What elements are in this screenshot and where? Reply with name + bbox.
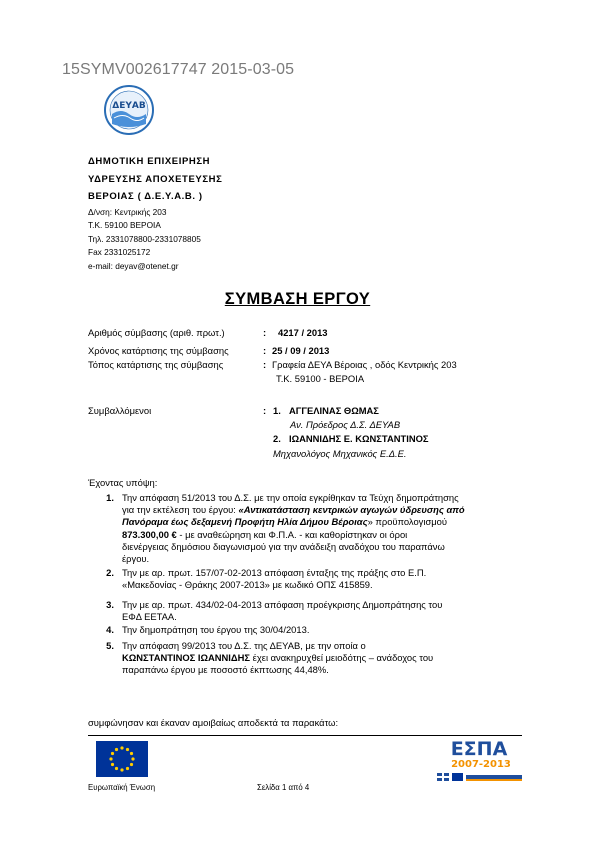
- logo-text: ΔΕΥΑΒ: [112, 101, 146, 111]
- contract-number-value: 4217 / 2013: [278, 327, 328, 338]
- list-item-line: [122, 529, 516, 541]
- contractor-name: ΚΩΝΣΤΑΝΤΙΝΟΣ ΙΩΑΝΝΙΔΗΣ: [122, 652, 251, 664]
- document-id: 15SYMV002617747 2015-03-05: [62, 61, 295, 78]
- org-line-1: ΔΗΜΟΤΙΚΗ ΕΠΙΧΕΙΡΗΣΗ: [88, 156, 211, 167]
- list-item-line: ΕΦΔ ΕΕΤΑΑ.: [122, 611, 177, 623]
- org-postal: Τ.Κ. 59100 ΒΕΡΟΙΑ: [88, 220, 161, 230]
- list-number: 4.: [106, 624, 114, 635]
- colon: :: [263, 359, 267, 370]
- org-fax: Fax 2331025172: [88, 247, 151, 257]
- party-2-role: Μηχανολόγος Μηχανικός Ε.Δ.Ε.: [273, 448, 407, 459]
- budget-amount: 873.300,00 €: [122, 528, 177, 540]
- org-email: e-mail: deyav@otenet.gr: [88, 261, 179, 271]
- text-run: - με αναθεώρηση και Φ.Π.Α. - και καθορίστηκαν οι όροι: [176, 528, 408, 540]
- list-item: [122, 624, 516, 636]
- list-item-line: έργου.: [122, 553, 150, 565]
- text-run: για την εκτέλεση του έργου:: [122, 504, 239, 516]
- list-number: 3.: [106, 599, 114, 610]
- agreement-text: συμφώνησαν και έκαναν αμοιβαίως αποδεκτά τα παρακάτω:: [88, 717, 339, 728]
- colon: :: [263, 345, 267, 356]
- project-title-part-1: «Αντικατάσταση κεντρικών αγωγών ύδρευσης από: [238, 504, 465, 516]
- eu-label: Ευρωπαϊκή Ένωση: [88, 783, 156, 792]
- contract-date-label: Χρόνος κατάρτισης της σύμβασης: [88, 345, 229, 356]
- list-item-line: Την απόφαση 99/2013 του Δ.Σ. της ΔΕΥΑΒ, με την οποία ο: [122, 640, 366, 651]
- list-item-line: [122, 652, 516, 664]
- contract-place-label: Τόπος κατάρτισης της σύμβασης: [88, 359, 224, 370]
- list-item: [122, 567, 516, 591]
- page-number: Σελίδα 1 από 4: [257, 783, 310, 792]
- list-item-line: παραπάνω έργου με ποσοστό έκπτωσης 44,48%.: [122, 664, 329, 676]
- party-1-name: ΑΓΓΕΛΙΝΑΣ ΘΩΜΑΣ: [289, 405, 379, 416]
- list-number: 2.: [106, 567, 114, 578]
- contract-date-value: 25 / 09 / 2013: [272, 345, 330, 356]
- org-address: Δ/νση: Κεντρικής 203: [88, 207, 167, 217]
- org-line-2: ΥΔΡΕΥΣΗΣ ΑΠΟΧΕΤΕΥΣΗΣ: [88, 174, 223, 185]
- deyav-logo-icon: [103, 84, 155, 136]
- espa-logo-icon: [433, 736, 525, 784]
- colon: :: [263, 327, 267, 338]
- list-item-line: [122, 516, 516, 528]
- list-item-line: Την απόφαση 51/2013 του Δ.Σ. με την οποία εγκρίθηκαν τα Τεύχη δημοπράτησης: [122, 492, 459, 503]
- org-phone: Τηλ. 2331078800-2331078805: [88, 234, 201, 244]
- party-2-name: ΙΩΑΝΝΙΔΗΣ Ε. ΚΩΝΣΤΑΝΤΙΝΟΣ: [289, 433, 429, 444]
- list-item: [122, 640, 516, 677]
- contract-number-label: Αριθμός σύμβασης (αριθ. πρωτ.): [88, 327, 225, 338]
- list-item-line: «Μακεδονίας - Θράκης 2007-2013» με κωδικό ΟΠΣ 415859.: [122, 579, 373, 591]
- org-line-3: ΒΕΡΟΙΑΣ ( Δ.Ε.Υ.Α.Β. ): [88, 191, 203, 202]
- parties-label: Συμβαλλόμενοι: [88, 405, 152, 416]
- considering-intro: Έχοντας υπόψη:: [88, 477, 158, 488]
- text-run: έχει ανακηρυχθεί μειοδότης – ανάδοχος του: [250, 652, 434, 664]
- list-item: [122, 599, 516, 623]
- project-title-part-2: Πανόραμα έως δεξαμενή Προφήτη Ηλία Δήμου Βέροιας: [122, 516, 368, 528]
- list-item-line: Την με αρ. πρωτ. 157/07-02-2013 απόφαση ένταξης της πράξης στο Ε.Π.: [122, 567, 427, 578]
- eu-flag-icon: [96, 741, 148, 777]
- espa-logo-text: ΕΣΠΑ: [450, 738, 508, 760]
- party-1-role: Αν. Πρόεδρος Δ.Σ. ΔΕΥΑΒ: [290, 419, 401, 430]
- list-item-line: διενέργειας δημόσιου διαγωνισμού για την ανάδειξη αναδόχου του παραπάνω: [122, 540, 445, 552]
- party-1-number: 1.: [273, 405, 281, 416]
- list-number: 5.: [106, 640, 114, 651]
- party-2-number: 2.: [273, 433, 281, 444]
- contract-place-value-2: Τ.Κ. 59100 - ΒΕΡΟΙΑ: [276, 373, 365, 384]
- list-item-line: Την με αρ. πρωτ. 434/02-04-2013 απόφαση προέγκρισης Δημοπράτησης του: [122, 599, 443, 610]
- list-number: 1.: [106, 492, 114, 503]
- text-run: » προϋπολογισμού: [367, 516, 447, 528]
- contract-place-value: Γραφεία ΔΕΥΑ Βέροιας , οδός Κεντρικής 203: [272, 359, 457, 370]
- espa-logo-years: 2007-2013: [451, 759, 511, 770]
- page-title: ΣΥΜΒΑΣΗ ΕΡΓΟΥ: [224, 290, 371, 308]
- list-item-line: Την δημοπράτηση του έργου της 30/04/2013.: [122, 624, 310, 635]
- colon: :: [263, 405, 267, 416]
- list-item-line: [122, 504, 516, 516]
- list-item: [122, 492, 516, 565]
